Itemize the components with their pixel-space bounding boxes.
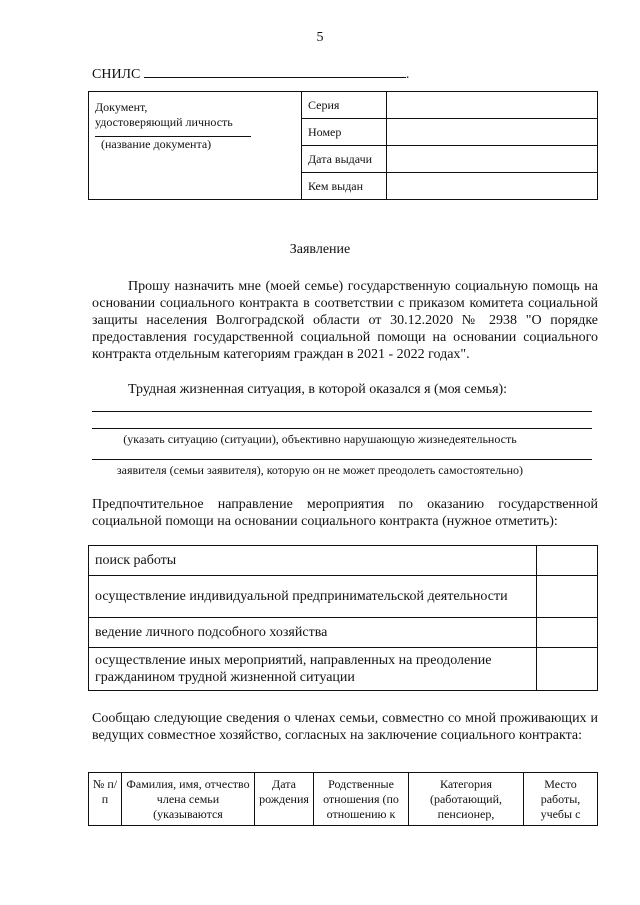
direction-checkbox[interactable]: [537, 618, 598, 648]
family-header-number: № п/п: [89, 773, 122, 826]
situation-hint-1: (указать ситуацию (ситуации), объективно нарушающую жизнедеятельность: [123, 432, 517, 446]
situation-line-3[interactable]: [92, 459, 592, 460]
snils-label: СНИЛС: [92, 67, 141, 82]
direction-label: осуществление индивидуальной предпринимательской деятельности: [89, 576, 537, 618]
request-text: Прошу назначить мне (моей семье) государственную социальную помощь на основании социального контракта в соответствии с приказом комитета социальной защиты населения Волгоградской области от 30.12.2020 № 2938 "О порядке предоставления государственной социальной помощи на основании социального контракта отдельным категориям граждан в 2021 - 2022 годах".: [92, 279, 598, 362]
situation-line-2[interactable]: [92, 428, 592, 429]
preference-text: Предпочтительное направление мероприятия по оказанию государственной социальной помощи на основании социального контракта (нужное отметить):: [92, 497, 598, 529]
direction-checkbox[interactable]: [537, 546, 598, 576]
direction-label: ведение личного подсобного хозяйства: [89, 618, 537, 648]
family-members-table: [88, 772, 598, 826]
direction-label: поиск работы: [89, 546, 537, 576]
issue-date-label: Дата выдачи: [302, 146, 387, 173]
family-text: Сообщаю следующие сведения о членах семьи, совместно со мной проживающих и ведущих совместное хозяйство, согласных на заключение социального контракта:: [92, 711, 598, 743]
direction-checkbox[interactable]: [537, 576, 598, 618]
number-field[interactable]: [387, 119, 598, 146]
page-title: Заявление: [289, 242, 351, 257]
directions-table: [88, 545, 598, 691]
family-header-name: Фамилия, имя, отчество члена семьи (указываются: [122, 773, 255, 826]
document-title-cell: [89, 92, 302, 200]
situation-line-1[interactable]: [92, 411, 592, 412]
direction-checkbox[interactable]: [537, 648, 598, 691]
identity-document-table: [88, 91, 598, 200]
family-header-birth-date: Дата рождения: [255, 773, 314, 826]
issued-by-field[interactable]: [387, 173, 598, 200]
snils-row: [92, 65, 409, 83]
series-field[interactable]: [387, 92, 598, 119]
situation-hint-2: заявителя (семьи заявителя), которую он не может преодолеть самостоятельно): [116, 463, 524, 477]
document-title-line1: Документ,: [95, 100, 148, 114]
snils-input[interactable]: [144, 65, 406, 78]
number-label: Номер: [302, 119, 387, 146]
family-header-workplace: Место работы, учебы с: [524, 773, 598, 826]
series-label: Серия: [302, 92, 387, 119]
snils-end: .: [405, 67, 410, 82]
direction-label: осуществление иных мероприятий, направленных на преодоление гражданином трудной жизненной ситуации: [89, 648, 537, 691]
family-header-category: Категория (работающий, пенсионер,: [409, 773, 524, 826]
document-name-hint: (название документа): [101, 137, 212, 151]
page-number: 5: [316, 30, 324, 45]
family-header-relation: Родственные отношения (по отношению к: [314, 773, 409, 826]
issue-date-field[interactable]: [387, 146, 598, 173]
situation-label: Трудная жизненная ситуация, в которой оказался я (моя семья):: [128, 382, 508, 397]
issued-by-label: Кем выдан: [302, 173, 387, 200]
document-title-line2: удостоверяющий личность: [95, 115, 233, 129]
